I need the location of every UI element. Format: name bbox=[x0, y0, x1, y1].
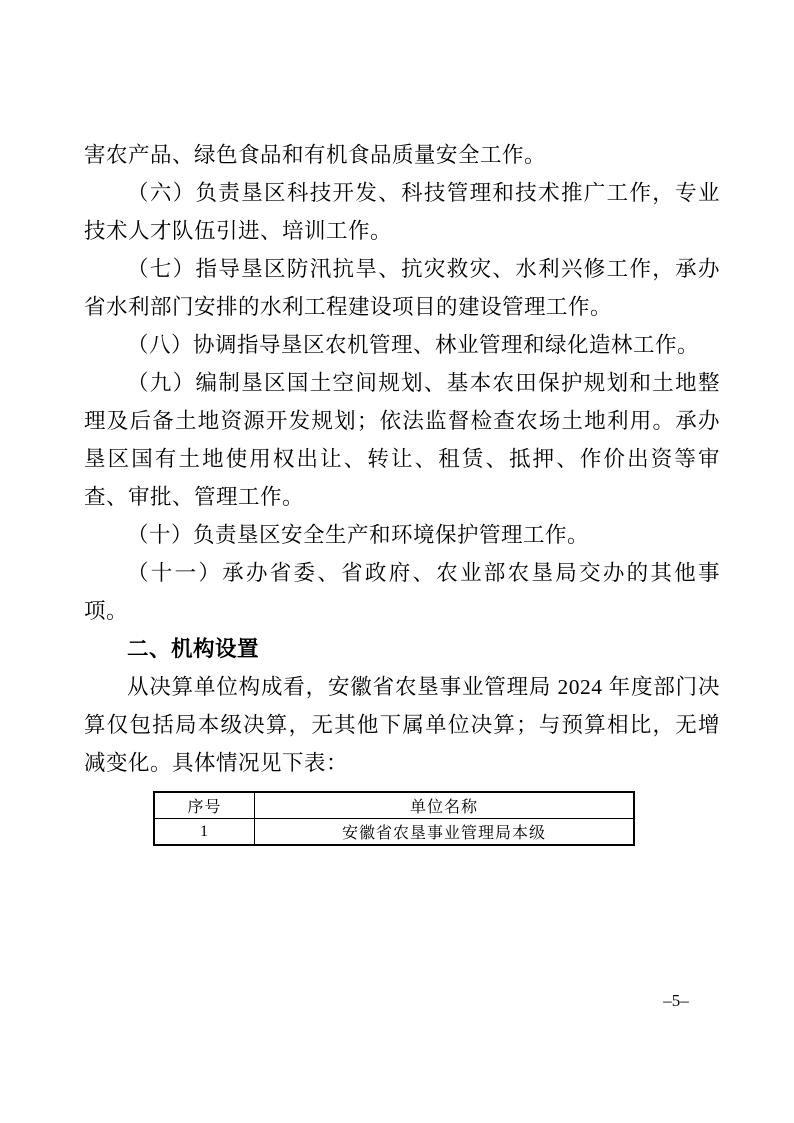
table-header-row bbox=[154, 792, 634, 819]
paragraph-item-10: （十）负责垦区安全生产和环境保护管理工作。 bbox=[127, 523, 590, 547]
paragraph-continuation: 害农产品、绿色食品和有机食品质量安全工作。 bbox=[84, 143, 547, 167]
table-cell-unit-name: 安徽省农垦事业管理局本级 bbox=[255, 819, 635, 846]
paragraph-item-11: （十一）承办省委、省政府、农业部农垦局交办的其他事项。 bbox=[84, 561, 720, 623]
table-row bbox=[154, 819, 634, 846]
paragraph-unit-summary: 从决算单位构成看，安徽省农垦事业管理局 2024 年度部门决算仅包括局本级决算，无其他下属单位决算；与预算相比，无增减变化。具体情况见下表： bbox=[84, 675, 720, 775]
paragraph-item-8: （八）协调指导垦区农机管理、林业管理和绿化造林工作。 bbox=[127, 333, 700, 357]
document-body bbox=[84, 136, 720, 846]
table-cell-seq: 1 bbox=[154, 819, 255, 846]
paragraph-item-9: （九）编制垦区国土空间规划、基本农田保护规划和土地整理及后备土地资源开发规划；依法监督检查农场土地利用。承办垦区国有土地使用权出让、转让、租赁、抵押、作价出资等审查、审批、管理工作。 bbox=[84, 371, 720, 509]
paragraph-item-7: （七）指导垦区防汛抗旱、抗灾救灾、水利兴修工作，承办省水利部门安排的水利工程建设项目的建设管理工作。 bbox=[84, 257, 720, 319]
unit-list-table bbox=[153, 791, 635, 846]
table-header-unit-name: 单位名称 bbox=[255, 792, 635, 819]
page-number: –5– bbox=[663, 991, 689, 1010]
table-header-seq: 序号 bbox=[154, 792, 255, 819]
paragraph-item-6: （六）负责垦区科技开发、科技管理和技术推广工作，专业技术人才队伍引进、培训工作。 bbox=[84, 181, 720, 243]
section-heading-organization: 二、机构设置 bbox=[127, 637, 260, 661]
